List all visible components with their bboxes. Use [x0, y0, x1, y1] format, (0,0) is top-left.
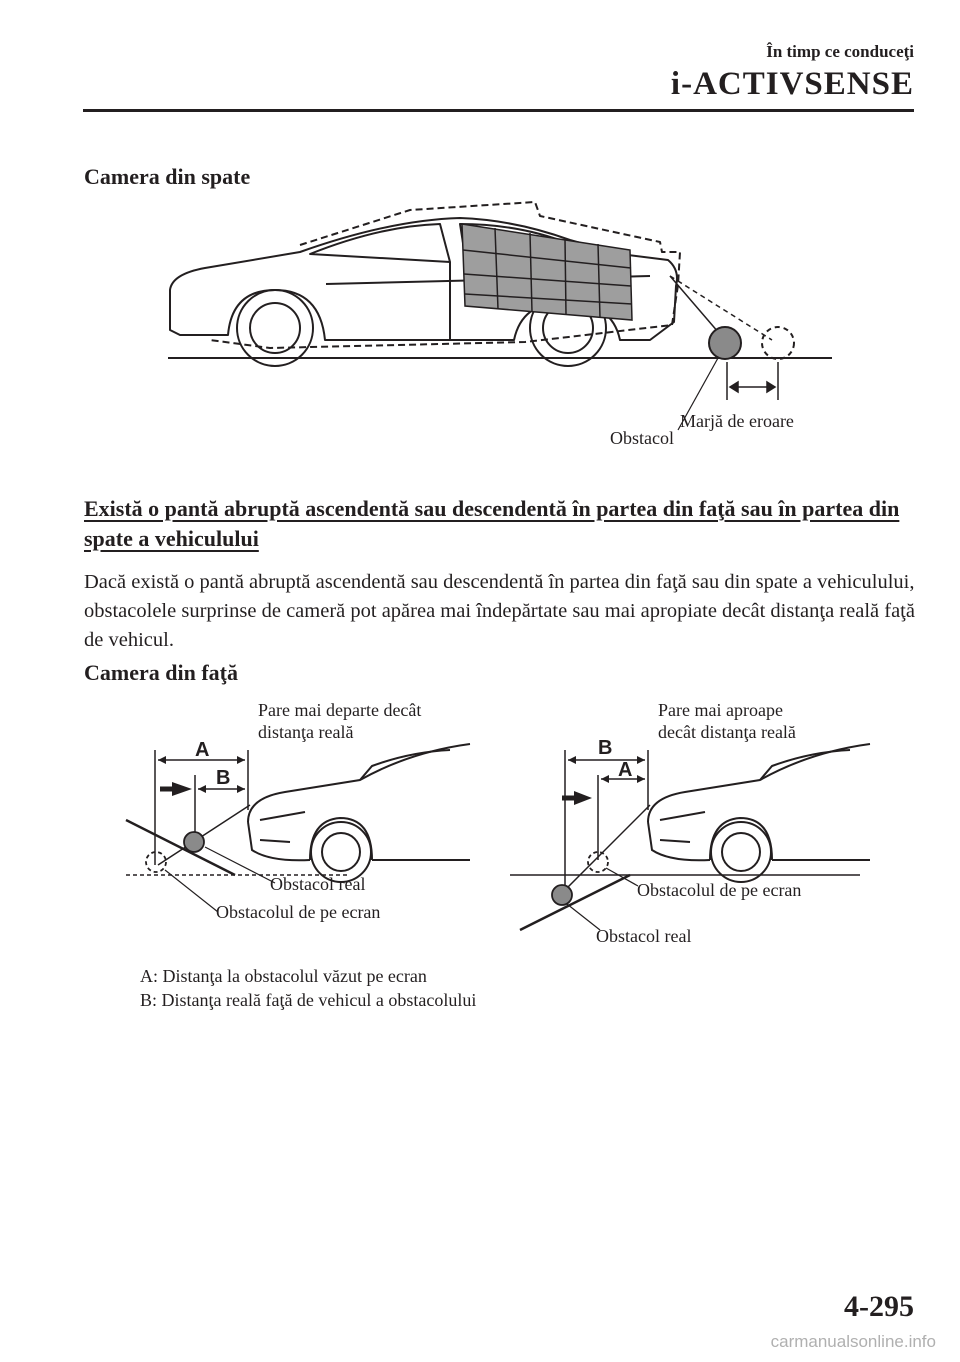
left-caption-line2: distanţa reală — [258, 722, 354, 742]
left-screen-label: Obstacolul de pe ecran — [216, 902, 381, 922]
watermark: carmanualsonline.info — [770, 1332, 936, 1351]
page-header — [671, 42, 914, 102]
front-window — [310, 224, 450, 262]
right-caption-line1: Pare mai aproape — [658, 700, 783, 720]
right-slope-ground — [520, 875, 630, 930]
screen-obstacle — [762, 327, 794, 359]
left-car — [248, 744, 470, 882]
left-letter-b: B — [216, 767, 231, 789]
chapter-label: În timp ce conduceţi — [766, 42, 914, 61]
right-letter-a: A — [618, 759, 633, 781]
left-caption-line1: Pare mai departe decât — [258, 700, 422, 720]
right-screen-label: Obstacolul de pe ecran — [637, 880, 802, 900]
front-camera-figure — [110, 690, 890, 1020]
margin-label: Marjă de eroare — [680, 411, 794, 431]
section-title: i-ACTIVSENSE — [670, 66, 914, 102]
margin-of-error-arrow — [727, 362, 778, 400]
front-rim — [250, 303, 300, 353]
left-real-label: Obstacol real — [270, 874, 366, 894]
left-direction-arrow — [172, 782, 192, 796]
slope-heading: Există o pantă abruptă ascendentă sau descendentă în partea din faţă sau în partea din spate a vehiculului — [84, 496, 900, 551]
right-letter-b: B — [598, 737, 613, 759]
left-letter-a: A — [195, 739, 210, 761]
right-real-label: Obstacol real — [596, 926, 692, 946]
real-obstacle — [709, 327, 741, 359]
front-wheel — [237, 290, 313, 366]
camera-grid — [462, 224, 632, 320]
right-caption-line2: decât distanţa reală — [658, 722, 796, 742]
obstacle-label: Obstacol — [610, 428, 674, 448]
right-car — [648, 744, 870, 882]
header-rule — [83, 109, 914, 112]
left-sight-line — [158, 805, 250, 865]
right-direction-arrow — [574, 791, 592, 805]
page-number: 4-295 — [844, 1290, 914, 1323]
left-real-obstacle — [184, 832, 204, 852]
left-slope-ground — [126, 820, 235, 875]
front-camera-heading: Camera din faţă — [84, 660, 238, 685]
slope-paragraph: Dacă există o pantă abruptă ascendentă sau descendentă în partea din faţă sau din spate a vehiculului, obstacolele surprinse de cameră pot apărea mai îndepărtate sau mai apropiate decât distanţa reală faţă de vehicul. — [84, 571, 915, 651]
rear-camera-heading: Camera din spate — [84, 164, 251, 189]
legend-a: A: Distanţa la obstacolul văzut pe ecran — [140, 966, 427, 986]
right-sight-line — [565, 805, 650, 890]
rear-camera-figure — [150, 190, 850, 460]
legend-b: B: Distanţa reală faţă de vehicul a obstacolului — [140, 990, 477, 1010]
right-real-obstacle — [552, 885, 572, 905]
